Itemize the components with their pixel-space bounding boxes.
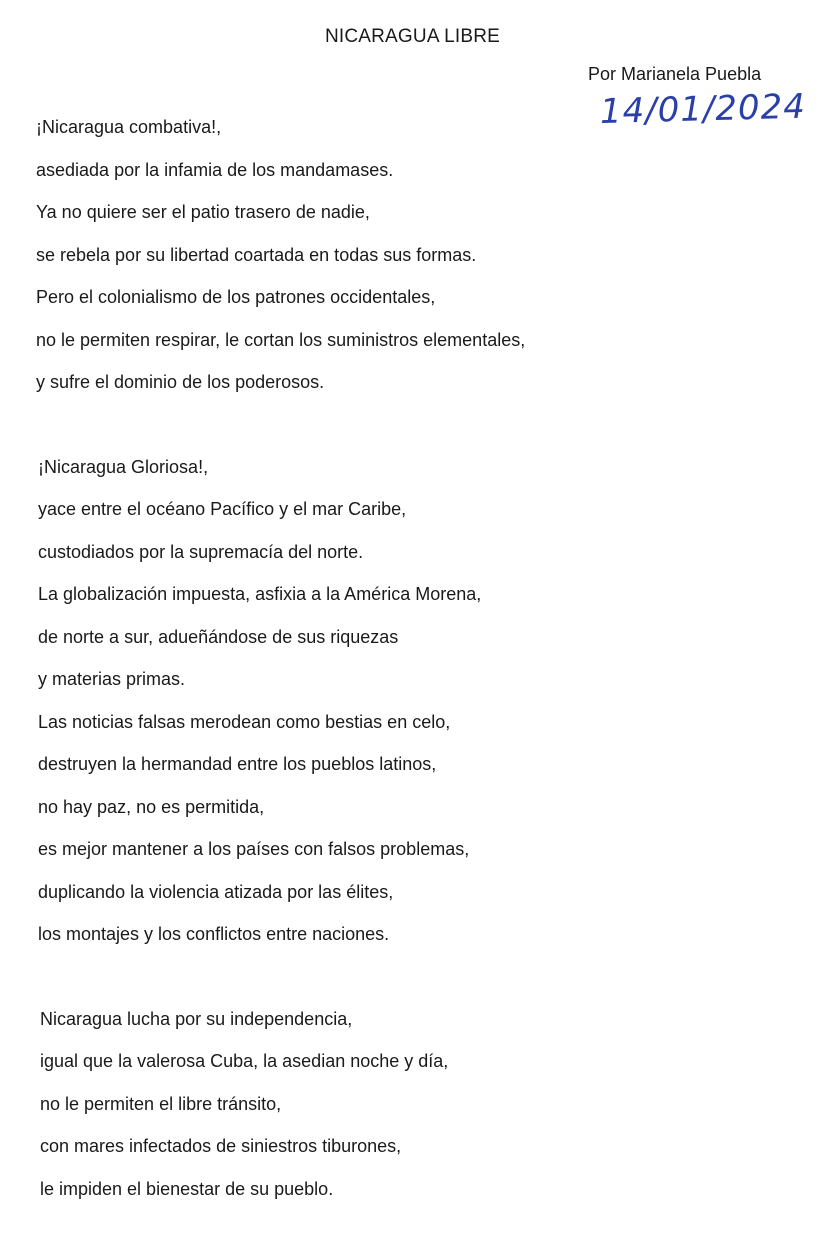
poem-line: se rebela por su libertad coartada en todas sus formas. bbox=[36, 244, 477, 265]
poem-line: ¡Nicaragua combativa!, bbox=[36, 117, 222, 137]
poem-line: no le permiten respirar, le cortan los suministros elementales, bbox=[36, 329, 526, 350]
poem-line: yace entre el océano Pacífico y el mar Caribe, bbox=[38, 499, 407, 519]
poem-line: duplicando la violencia atizada por las élites, bbox=[38, 881, 394, 902]
poem-line: ¡Nicaragua Gloriosa!, bbox=[38, 456, 209, 477]
poem-line: asediada por la infamia de los mandamases. bbox=[36, 159, 394, 180]
poem-line: y sufre el dominio de los poderosos. bbox=[36, 372, 325, 392]
poem-line: Nicaragua lucha por su independencia, bbox=[40, 1008, 353, 1029]
poem-line: no le permiten el libre tránsito, bbox=[40, 1093, 282, 1114]
poem-line: Ya no quiere ser el patio trasero de nadie, bbox=[36, 202, 370, 222]
stanza-1 bbox=[36, 112, 796, 410]
poem-title: NICARAGUA LIBRE bbox=[324, 26, 501, 47]
poem-line: La globalización impuesta, asfixia a la América Morena, bbox=[38, 584, 482, 604]
poem-line: Las noticias falsas merodean como bestias en celo, bbox=[38, 711, 451, 732]
poem-line: con mares infectados de siniestros tiburones, bbox=[40, 1136, 402, 1156]
poem-body bbox=[36, 112, 796, 1258]
poem-author: Por Marianela Puebla bbox=[588, 64, 762, 84]
stanza-2 bbox=[38, 452, 796, 962]
poem-line: no hay paz, no es permitida, bbox=[38, 796, 265, 817]
poem-line: y materias primas. bbox=[38, 669, 186, 689]
poem-line: igual que la valerosa Cuba, la asedian noche y día, bbox=[40, 1051, 449, 1071]
handwritten-date: 14/01/2024 bbox=[599, 86, 807, 132]
poem-line: le impiden el bienestar de su pueblo. bbox=[40, 1178, 334, 1199]
poem-line: es mejor mantener a los países con falsos problemas, bbox=[38, 839, 470, 859]
poem-line: custodiados por la supremacía del norte. bbox=[38, 541, 364, 562]
stanza-3 bbox=[40, 1004, 796, 1217]
poem-line: destruyen la hermandad entre los pueblos latinos, bbox=[38, 754, 437, 774]
poem-line: Pero el colonialismo de los patrones occidentales, bbox=[36, 287, 436, 307]
poem-line: los montajes y los conflictos entre naciones. bbox=[38, 924, 390, 944]
poem-line: de norte a sur, adueñándose de sus riquezas bbox=[38, 626, 399, 647]
